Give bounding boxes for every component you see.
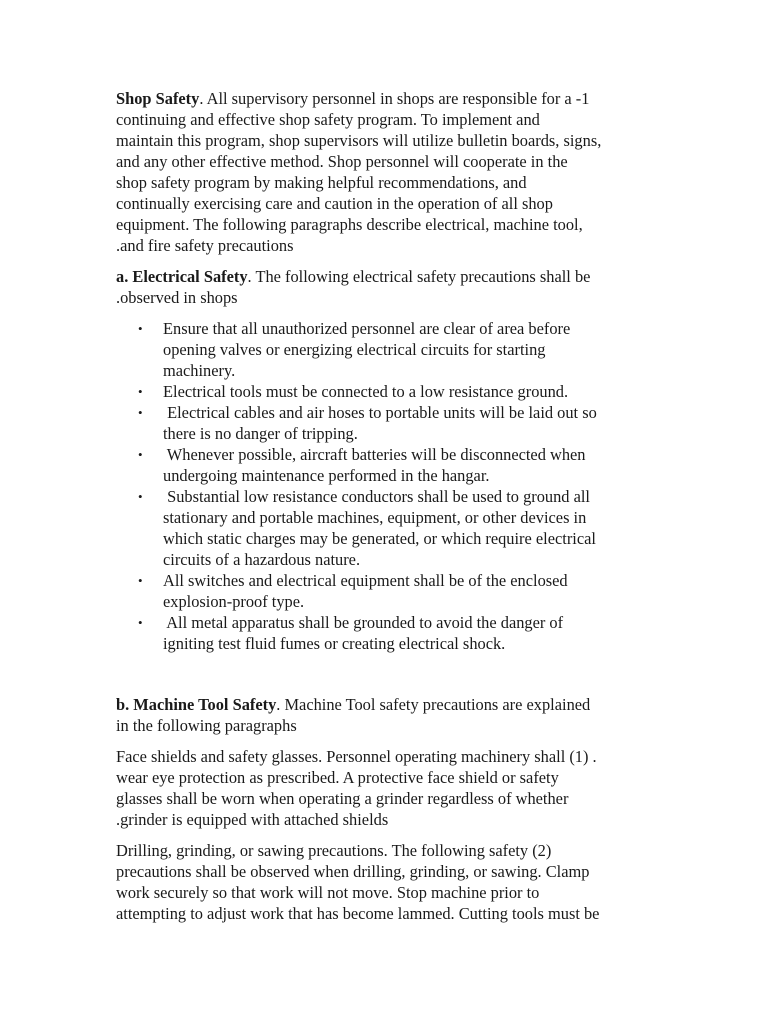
bullet-icon: • bbox=[138, 615, 143, 630]
text-line: equipment. The following paragraphs describe electrical, machine tool, bbox=[116, 215, 583, 234]
list-item: • Electrical cables and air hoses to portable units will be laid out so there is no danger of tripping. bbox=[138, 403, 597, 443]
list-item: • Ensure that all unauthorized personnel are clear of area before opening valves or energizing electrical circuits for starting machinery. bbox=[138, 319, 571, 380]
bullet-icon: • bbox=[138, 384, 143, 399]
list-item: • All metal apparatus shall be grounded to avoid the danger of igniting test fluid fumes or creating electrical shock. bbox=[138, 613, 564, 653]
shop-safety-paragraph bbox=[116, 88, 656, 256]
machine-tool-line-1: b. Machine Tool Safety. Machine Tool safety precautions are explained bbox=[116, 695, 591, 714]
text-line: and any other effective method. Shop personnel will cooperate in the bbox=[116, 152, 568, 171]
list-item: • Substantial low resistance conductors shall be used to ground all stationary and portable machines, equipment, or other devices in which static charges may be generated, or which require electrical circuits of a hazardous nature. bbox=[138, 487, 596, 569]
text-line: Drilling, grinding, or sawing precautions. The following safety (2) bbox=[116, 841, 552, 860]
list-item: • Electrical tools must be connected to a low resistance ground. bbox=[138, 382, 569, 401]
text-line: wear eye protection as prescribed. A protective face shield or safety bbox=[116, 768, 559, 787]
machine-tool-safety-heading: b. Machine Tool Safety bbox=[116, 695, 277, 714]
bullet-icon: • bbox=[138, 405, 143, 420]
drilling-precautions-paragraph bbox=[116, 840, 656, 924]
text-line: shop safety program by making helpful recommendations, and bbox=[116, 173, 527, 192]
text-line: .grinder is equipped with attached shields bbox=[116, 810, 389, 829]
machine-tool-safety-paragraph bbox=[116, 694, 656, 736]
text-line: in the following paragraphs bbox=[116, 716, 297, 735]
text-line: work securely so that work will not move. Stop machine prior to bbox=[116, 883, 540, 902]
list-item: • All switches and electrical equipment shall be of the enclosed explosion-proof type. bbox=[138, 571, 568, 611]
electrical-safety-list bbox=[116, 318, 656, 654]
text-line: maintain this program, shop supervisors will utilize bulletin boards, signs, bbox=[116, 131, 602, 150]
text-line: glasses shall be worn when operating a grinder regardless of whether bbox=[116, 789, 569, 808]
document-page bbox=[116, 88, 656, 934]
text-line: Face shields and safety glasses. Personnel operating machinery shall (1) . bbox=[116, 747, 597, 766]
face-shields-paragraph bbox=[116, 746, 656, 830]
bullet-icon: • bbox=[138, 447, 143, 462]
shop-safety-heading: Shop Safety bbox=[116, 89, 200, 108]
bullet-icon: • bbox=[138, 489, 143, 504]
text-line: continually exercising care and caution in the operation of all shop bbox=[116, 194, 553, 213]
section-spacer bbox=[116, 654, 656, 694]
shop-safety-line-1: Shop Safety. All supervisory personnel in shops are responsible for a -1 bbox=[116, 89, 590, 108]
text-line: attempting to adjust work that has become lammed. Cutting tools must be bbox=[116, 904, 600, 923]
electrical-safety-heading: a. Electrical Safety bbox=[116, 267, 248, 286]
bullet-icon: • bbox=[138, 573, 143, 588]
electrical-safety-line-1: a. Electrical Safety. The following electrical safety precautions shall be bbox=[116, 267, 591, 286]
text-line: precautions shall be observed when drilling, grinding, or sawing. Clamp bbox=[116, 862, 590, 881]
list-item: • Whenever possible, aircraft batteries will be disconnected when undergoing maintenance performed in the hangar. bbox=[138, 445, 586, 485]
text-line: .observed in shops bbox=[116, 288, 238, 307]
bullet-icon: • bbox=[138, 321, 143, 336]
text-line: continuing and effective shop safety program. To implement and bbox=[116, 110, 540, 129]
electrical-safety-paragraph bbox=[116, 266, 656, 308]
text-line: .and fire safety precautions bbox=[116, 236, 294, 255]
